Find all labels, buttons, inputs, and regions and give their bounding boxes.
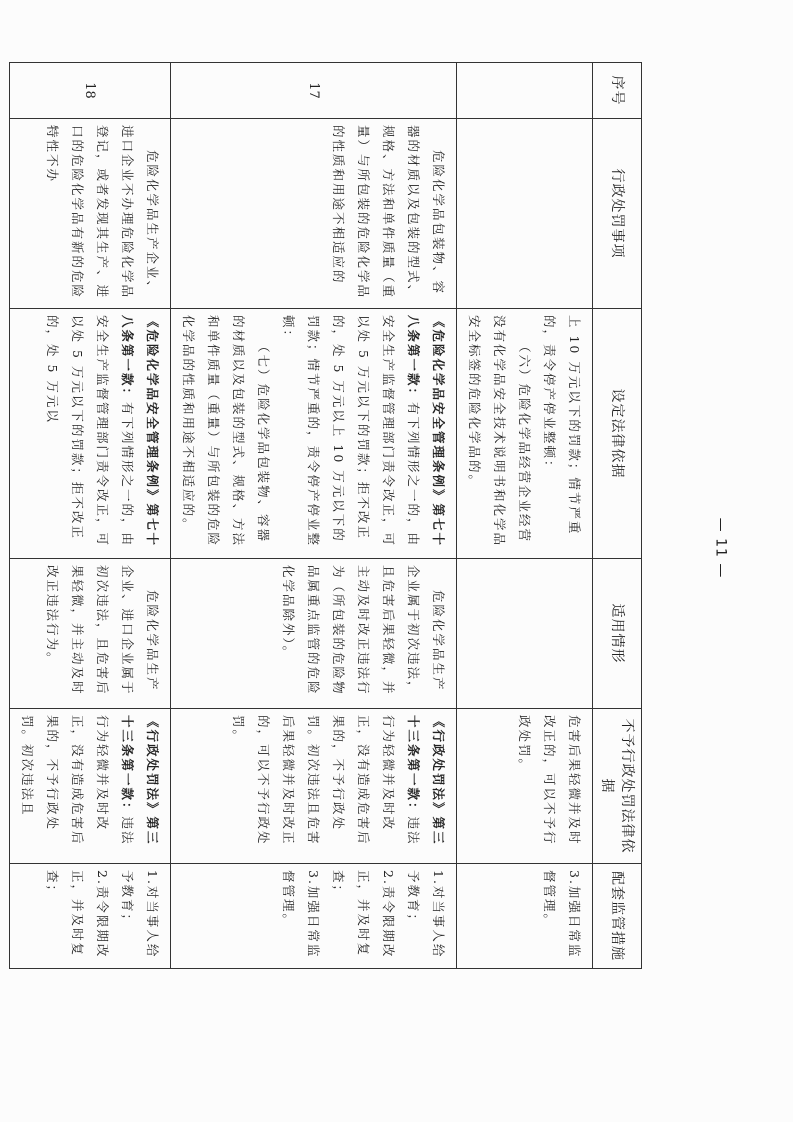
row18-measure-1: 1.对当事人给予教育； (120, 870, 160, 959)
cont-measures: 3.加强日常监督管理。 (457, 864, 593, 969)
row18-basis-article: 第七十八条第一款： (120, 315, 160, 548)
header-scope: 适用情形 (593, 559, 642, 709)
row17-exempt-text: 违法行为轻微并及时改正，没有造成危害后果的，不予行政处罚。初次违法且危害后果轻微并及时改正的，可以不予行政处罚。 (231, 715, 421, 846)
row17-number: 17 (171, 63, 457, 119)
row17-basis (171, 309, 457, 559)
row18-number: 18 (10, 63, 171, 119)
row18-measures (10, 864, 171, 969)
row18-exempt (10, 709, 171, 864)
rotated-table-wrapper (20, 62, 642, 968)
row18-basis (10, 309, 171, 559)
row18-scope-text: 危险化学品生产企业、进口企业属于初次违法，且危害后果轻微，并主动及时改正违法行为。 (45, 565, 160, 696)
table-row-18 (10, 63, 171, 969)
row18-basis-law: 《危险化学品安全管理条例》 (145, 315, 160, 504)
header-measures: 配套监管措施 (593, 864, 642, 969)
row17-measure-3: 3.加强日常监督管理。 (281, 870, 321, 959)
row17-item (171, 119, 457, 309)
table-row-continued (457, 63, 593, 969)
row17-measure-2: 2.责令限期改正，并及时复查； (331, 870, 396, 959)
header-item: 行政处罚事项 (593, 119, 642, 309)
row18-scope (10, 559, 171, 709)
row17-scope-text: 危险化学品生产企业属于初次违法，且危害后果轻微，并主动及时改正违法行为（所包装的危险物品属重点监管的危险化学品除外）。 (281, 565, 446, 696)
row18-exempt-text: 违法行为轻微并及时改正，没有造成危害后果的，不予行政处罚。初次违法且 (20, 715, 135, 846)
cont-basis-line-1: 上 10 万元以下的罚款；情节严重的，责令停产停业整顿： (542, 315, 582, 536)
row17-basis-item: （七）危险化学品包装物、容器的材质以及包装的型式、规格、方法和单件质量（重量）与所包装的危险化学品的性质和用途不相适应的。 (181, 315, 271, 548)
row17-scope (171, 559, 457, 709)
row17-basis-text: 有下列情形之一的，由安全生产监督管理部门责令改正，可以处 5 万元以下的罚款；拒不改正的，处 5 万元以上 10 万元以下的罚款；情节严重的，责令停产停业整顿： (281, 315, 421, 548)
header-number: 序号 (593, 63, 642, 119)
row18-item (10, 119, 171, 309)
cont-number (457, 63, 593, 119)
row17-exempt-article: 第三十三条第一款： (406, 715, 446, 846)
row17-basis-article: 第七十八条第一款： (406, 315, 446, 548)
cont-scope (457, 559, 593, 709)
row17-measures (171, 864, 457, 969)
row17-item-text: 危险化学品包装物、容器的材质以及包装的型式、规格、方法和单件质量（重量）与所包装的危险化学品的性质和用途不相适应的 (331, 125, 446, 300)
cont-basis-line-2: （六）危险化学品经营企业经营没有化学品安全技术说明书和化学品安全标签的危险化学品的。 (467, 315, 532, 548)
header-row (593, 63, 642, 969)
row17-basis-law: 《危险化学品安全管理条例》 (431, 315, 446, 504)
row18-measure-2: 2.责令限期改正，并及时复查； (45, 870, 110, 959)
row17-exempt (171, 709, 457, 864)
row17-exempt-law: 《行政处罚法》 (431, 715, 446, 817)
row18-basis-text: 有下列情形之一的，由安全生产监督管理部门责令改正，可以处 5 万元以下的罚款；拒不改正的，处 5 万元以 (45, 315, 135, 548)
row18-item-text: 危险化学品生产企业、进口企业不办理危险化学品登记，或者发现其生产、进口的危险化学品有新的危险特性不办 (45, 125, 160, 300)
cont-basis (457, 309, 593, 559)
row18-exempt-law: 《行政处罚法》 (145, 715, 160, 817)
cont-item (457, 119, 593, 309)
penalty-table (9, 62, 642, 969)
page-number: — 11 — (712, 517, 729, 579)
header-basis: 设定法律依据 (593, 309, 642, 559)
row17-measure-1: 1.对当事人给予教育； (406, 870, 446, 959)
cont-exempt: 危害后果轻微并及时改正的，可以不予行政处罚。 (457, 709, 593, 864)
table-row-17 (171, 63, 457, 969)
header-exempt-basis: 不予行政处罚法律依据 (593, 709, 642, 864)
row18-exempt-article: 第三十三条第一款： (120, 715, 160, 846)
